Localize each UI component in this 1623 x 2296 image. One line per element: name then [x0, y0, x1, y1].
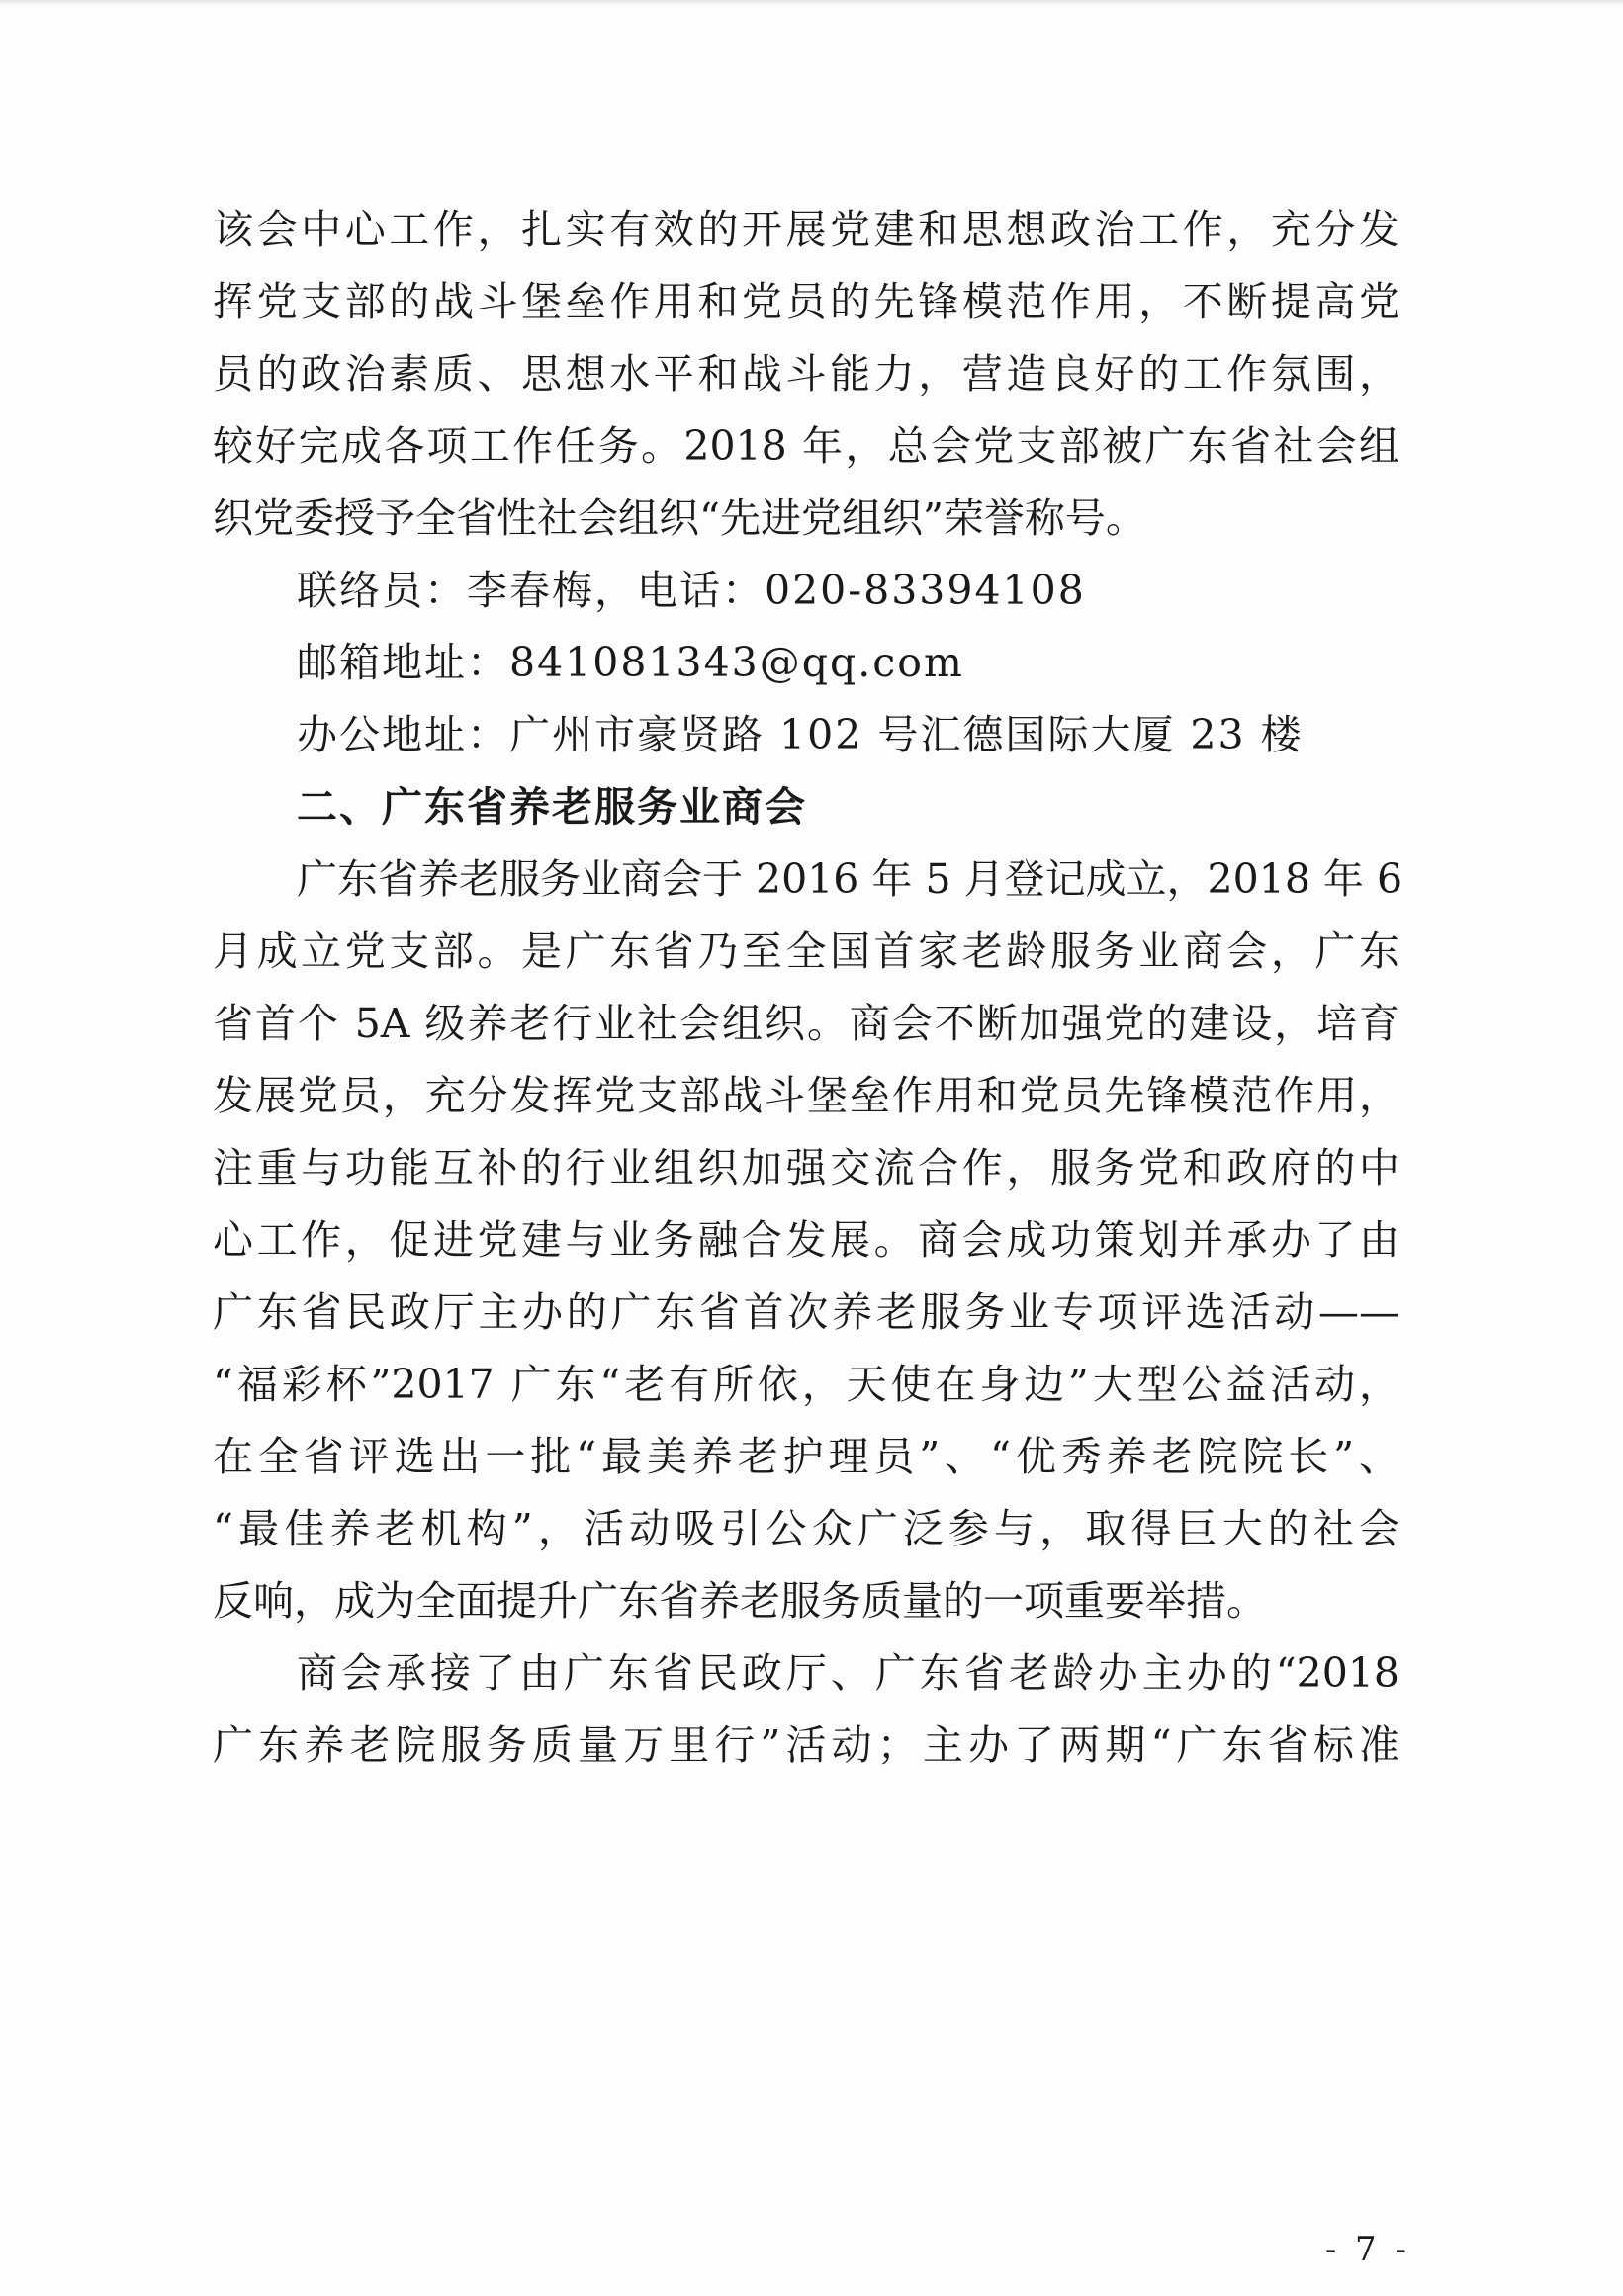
paragraph-line: “最佳养老机构”，活动吸引公众广泛参与，取得巨大的社会	[213, 1505, 1399, 1552]
scan-edge	[0, 0, 1623, 6]
contact-liaison: 联络员：李春梅，电话：020-83394108	[297, 567, 1086, 614]
paragraph-line: 该会中心工作，扎实有效的开展党建和思想政治工作，充分发	[213, 206, 1399, 253]
paragraph-line: 反响，成为全面提升广东省养老服务质量的一项重要举措。	[213, 1577, 1267, 1625]
paragraph-line: 广东省养老服务业商会于 2016 年 5 月登记成立，2018 年 6	[297, 855, 1403, 903]
paragraph-line: 月成立党支部。是广东省乃至全国首家老龄服务业商会，广东	[213, 927, 1399, 975]
page-number: - 7 -	[1324, 2230, 1410, 2269]
paragraph-line: 挥党支部的战斗堡垒作用和党员的先锋模范作用，不断提高党	[213, 278, 1399, 325]
contact-address: 办公地址：广州市豪贤路 102 号汇德国际大厦 23 楼	[297, 711, 1304, 758]
paragraph-line: 广东养老院服务质量万里行”活动；主办了两期“广东省标准	[213, 1722, 1399, 1769]
paragraph-line: 省首个 5A 级养老行业社会组织。商会不断加强党的建设，培育	[213, 1000, 1399, 1047]
paragraph-line: 在全省评选出一批“最美养老护理员”、“优秀养老院院长”、	[213, 1433, 1399, 1480]
paragraph-line: “福彩杯”2017 广东“老有所依，天使在身边”大型公益活动，	[213, 1361, 1399, 1408]
paragraph-line: 注重与功能互补的行业组织加强交流合作，服务党和政府的中	[213, 1144, 1399, 1192]
paragraph-line: 织党委授予全省性社会组织“先进党组织”荣誉称号。	[213, 494, 1146, 542]
paragraph-line: 商会承接了由广东省民政厅、广东省老龄办主办的“2018	[297, 1649, 1399, 1697]
paragraph-line: 较好完成各项工作任务。2018 年，总会党支部被广东省社会组	[213, 422, 1399, 470]
paragraph-line: 广东省民政厅主办的广东省首次养老服务业专项评选活动——	[213, 1288, 1399, 1336]
paragraph-line: 员的政治素质、思想水平和战斗能力，营造良好的工作氛围，	[213, 350, 1399, 397]
paragraph-line: 发展党员，充分发挥党支部战斗堡垒作用和党员先锋模范作用，	[213, 1072, 1399, 1119]
section-heading: 二、广东省养老服务业商会	[297, 783, 807, 831]
paragraph-line: 心工作，促进党建与业务融合发展。商会成功策划并承办了由	[213, 1216, 1399, 1264]
contact-email: 邮箱地址：841081343@qq.com	[297, 639, 964, 686]
